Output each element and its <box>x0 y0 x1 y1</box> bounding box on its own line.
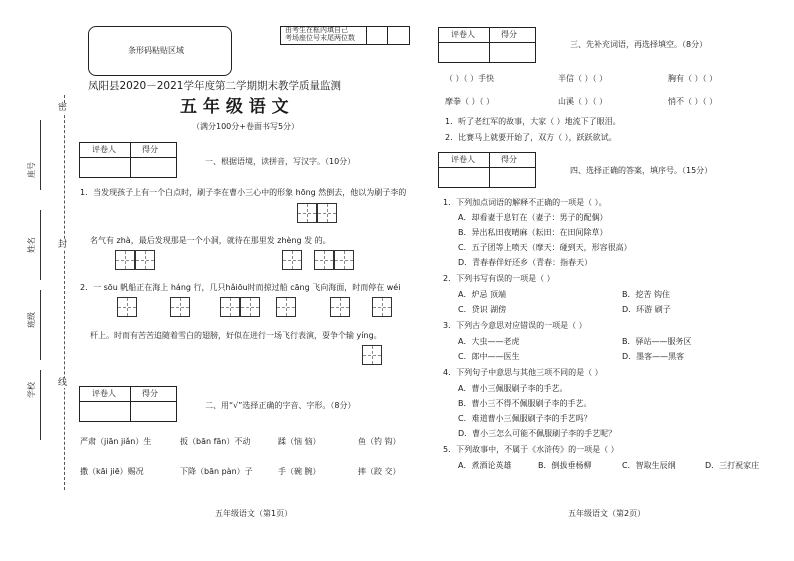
s4-option[interactable]: A．大虫——老虎 <box>458 337 520 346</box>
s4-option[interactable]: C．郎中——医生 <box>458 352 520 361</box>
s3-word[interactable]: 悄不（ ）（ ） <box>668 97 718 106</box>
s3-word[interactable]: 半信（ ）（ ） <box>558 74 608 83</box>
s4-option[interactable]: C．智取生辰纲 <box>622 461 676 470</box>
s4-option[interactable]: D．三打祝家庄 <box>705 461 760 470</box>
writing-grid[interactable] <box>117 297 137 317</box>
s2-item[interactable]: 下降（bān pàn）子 <box>180 467 253 476</box>
section-4-title: 四、选择正确的答案，填序号。（15分） <box>570 166 713 175</box>
writing-grid[interactable] <box>170 297 190 317</box>
s3-word[interactable]: （ ）（ ）手快 <box>445 74 495 83</box>
reviewer-label: 评卷人 <box>451 30 475 39</box>
score-label: 得分 <box>501 30 517 39</box>
s4-question-2: 2．下列书写有误的一项是（ ） <box>443 274 555 283</box>
margin-feng: 封 <box>58 240 68 250</box>
grader-box-3 <box>438 27 536 63</box>
grader-box-2 <box>79 386 177 422</box>
name-label: 姓名 <box>27 237 36 253</box>
name-line <box>40 210 41 280</box>
s3-word[interactable]: 山溪（ ）（ ） <box>558 97 608 106</box>
section-1-title: 一、根据语境，读拼音，写汉字。（10分） <box>205 157 356 166</box>
s4-option[interactable]: B．驿站——服务区 <box>622 337 692 346</box>
s4-option[interactable]: C．贷识 湖傍 <box>458 305 507 314</box>
section-3-title: 三、先补充词语，再选择填空。（8分） <box>570 40 708 49</box>
exam-title: 凤阳县2020－2021学年度第二学期期末教学质量监测 <box>88 80 341 92</box>
s3-word[interactable]: 摩拳（ ）（ ） <box>445 97 495 106</box>
writing-grid[interactable] <box>317 203 337 223</box>
writing-grid[interactable] <box>330 297 350 317</box>
grader-box-4 <box>438 152 536 188</box>
exam-id-note-2: 考场座位号末尾两位数 <box>285 34 355 42</box>
page-footer-1: 五年级语文（第1页） <box>215 509 293 518</box>
s1-p2-line2: 杆上。时而有苦苦追随着雪白的翅膀，好似在进行一场飞行表演，耍争个输 yíng。 <box>90 331 382 340</box>
class-label: 班级 <box>27 312 36 328</box>
reviewer-label: 评卷人 <box>92 389 116 398</box>
section-2-title: 二、用“√”选择正确的字音、字形。（8分） <box>205 401 356 410</box>
s1-p1-line2: 名气有 zhà，最后发现那是一个小洞，就待在那里发 zhèng 发 的。 <box>90 236 331 245</box>
s2-item[interactable]: 手（碗 腕） <box>278 467 321 476</box>
s3-question-2[interactable]: 2．比赛马上就要开始了，双方（ ），跃跃欲试。 <box>445 133 617 142</box>
writing-grid[interactable] <box>362 345 382 365</box>
s4-question-5: 5．下列故事中，不属于《水浒传》的一项是（ ） <box>443 445 619 454</box>
school-line <box>40 370 41 440</box>
s1-p2-line1: 2．一 sōu 帆船正在海上 háng 行，几只hǎiōu时而掠过船 cāng 飞向海面，时而停在 wéi <box>80 283 401 292</box>
margin-xian: 线 <box>58 378 68 388</box>
score-note: （满分100分+卷面书写5分） <box>192 122 300 131</box>
s4-option[interactable]: C．难道曹小三佩服刷子李的手艺吗？ <box>458 414 592 423</box>
s4-option[interactable]: A．却看妻于息钉在（妻子：男子的配偶） <box>458 213 608 222</box>
reviewer-label: 评卷人 <box>92 145 116 154</box>
s2-item[interactable]: 扳（bān fān）不动 <box>180 437 251 446</box>
score-label: 得分 <box>501 155 517 164</box>
s4-question-3: 3．下列古今意思对应错误的一项是（ ） <box>443 321 587 330</box>
writing-grid[interactable] <box>135 250 155 270</box>
s4-option[interactable]: C．五子团等上喷天（摩天：碰到天，形容很高） <box>458 243 632 252</box>
s4-option[interactable]: D．曹小三怎么可能不佩服刷子李的手艺呢？ <box>458 429 617 438</box>
s2-item[interactable]: 严肃（jiān jiǎn）生 <box>80 437 152 446</box>
writing-grid[interactable] <box>220 297 240 317</box>
margin-mi: 密 <box>58 103 68 113</box>
s4-option[interactable]: A．煮酒论英雄 <box>458 461 512 470</box>
s4-option[interactable]: B．异出私田夜晴麻（耘田：在田间除草） <box>458 228 608 237</box>
page-footer-2: 五年级语文（第2页） <box>568 509 646 518</box>
s3-word[interactable]: 胸有（ ）（ ） <box>668 74 718 83</box>
s2-item[interactable]: 撒（kāi jiē）赐况 <box>80 467 144 476</box>
seat-label: 座号 <box>27 162 36 178</box>
s4-option[interactable]: D．环游 刷子 <box>622 305 671 314</box>
s4-option[interactable]: A．炉忌 顶端 <box>458 290 507 299</box>
writing-grid[interactable] <box>115 250 135 270</box>
s4-question-1: 1．下列加点词语的解释不正确的一项是（ ）。 <box>443 198 607 207</box>
s2-item[interactable]: 鱼（钓 钩） <box>358 437 401 446</box>
s3-question-1[interactable]: 1．听了老红军的故事，大家（ ）地流下了眼泪。 <box>445 117 621 126</box>
class-line <box>40 290 41 360</box>
barcode-label: 条形码粘贴区域 <box>128 46 184 55</box>
writing-grid[interactable] <box>372 297 392 317</box>
school-label: 学校 <box>27 382 36 398</box>
writing-grid[interactable] <box>282 250 302 270</box>
writing-grid[interactable] <box>276 297 296 317</box>
s4-question-4: 4．下列句子中意思与其他三项不同的是（ ） <box>443 368 603 377</box>
exam-id-note-1: 由考生在框内填自己 <box>285 26 348 34</box>
binding-line <box>64 95 65 490</box>
s2-item[interactable]: 蹂（恼 恼） <box>278 437 321 446</box>
reviewer-label: 评卷人 <box>451 155 475 164</box>
s2-item[interactable]: 摔（跤 交） <box>358 467 401 476</box>
writing-grid[interactable] <box>334 250 354 270</box>
score-label: 得分 <box>142 389 158 398</box>
writing-grid[interactable] <box>297 203 317 223</box>
writing-grid[interactable] <box>314 250 334 270</box>
grader-box-1 <box>79 142 177 178</box>
writing-grid[interactable] <box>240 297 260 317</box>
s4-option[interactable]: A．曹小三佩服刷子李的手艺。 <box>458 384 568 393</box>
seat-line <box>40 120 41 190</box>
s4-option[interactable]: B．挖苦 钩住 <box>622 290 671 299</box>
s4-option[interactable]: D．墨客——黑客 <box>622 352 685 361</box>
s1-p1-line1: 1．当发现孩子上有一个白点时，刷子李在曹小三心中的形象 hōng 然倒去，他以为刷子李的 <box>80 188 407 197</box>
s4-option[interactable]: D．青春春伴好还乡（青春：指春天） <box>458 258 593 267</box>
score-label: 得分 <box>142 145 158 154</box>
subject-title: 五 年 级 语 文 <box>180 97 289 117</box>
s4-option[interactable]: B．曹小三不得不佩服刷子李的手艺。 <box>458 399 592 408</box>
s4-option[interactable]: B．倒拔垂杨柳 <box>538 461 592 470</box>
